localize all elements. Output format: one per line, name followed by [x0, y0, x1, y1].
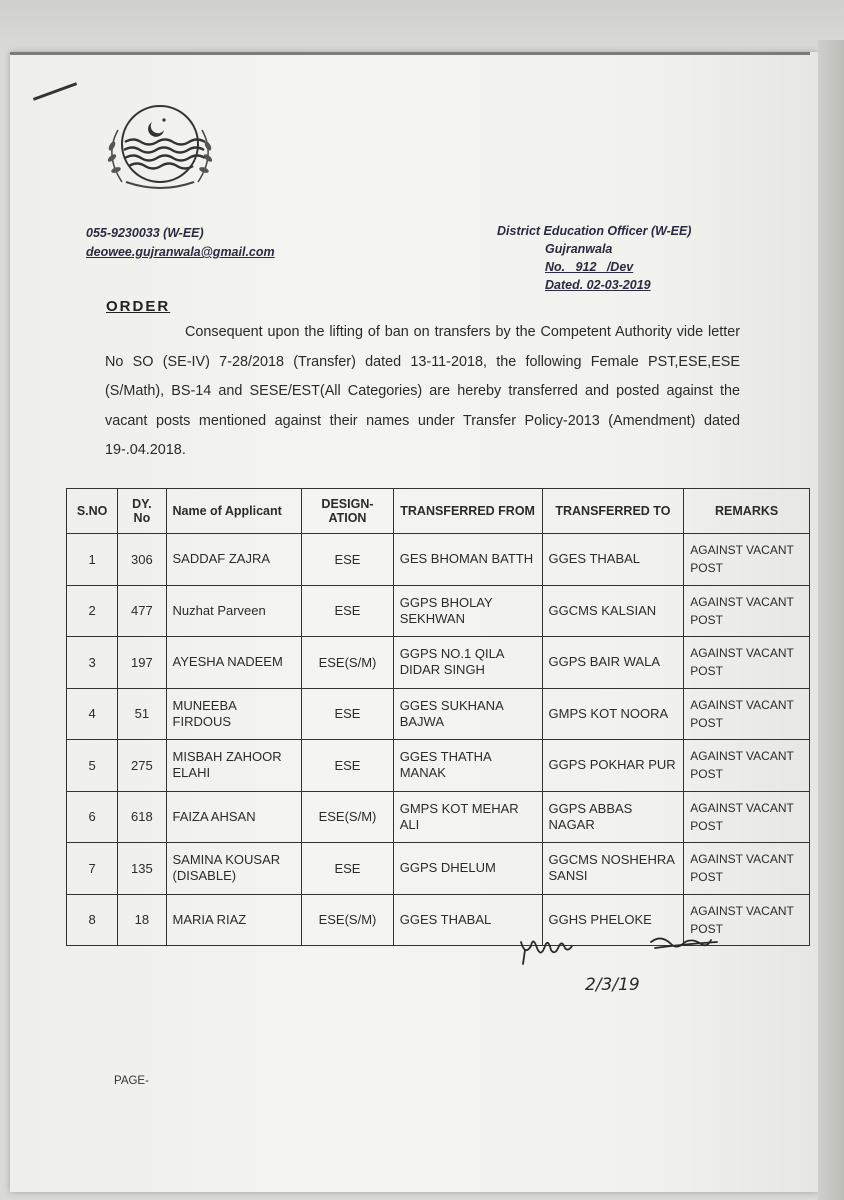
page-top-edge-line: [10, 52, 810, 55]
row-sno: 7: [67, 843, 118, 895]
row-name: MUNEEBA FIRDOUS: [166, 688, 302, 740]
page-label: PAGE-: [114, 1075, 149, 1087]
row-to: GMPS KOT NOORA: [542, 688, 684, 740]
row-designation: ESE: [302, 688, 393, 740]
row-name: SAMINA KOUSAR (DISABLE): [166, 843, 302, 895]
row-remarks: AGAINST VACANT POST: [684, 637, 810, 689]
row-from: GGPS DHELUM: [393, 843, 542, 895]
order-date: Dated. 02-03-2019: [545, 278, 651, 292]
row-sno: 1: [67, 534, 118, 586]
row-name: MARIA RIAZ: [166, 894, 302, 946]
row-dy-no: 618: [118, 791, 166, 843]
row-to: GGPS ABBAS NAGAR: [542, 791, 684, 843]
row-to: GGPS POKHAR PUR: [542, 740, 684, 792]
row-remarks: AGAINST VACANT POST: [684, 585, 810, 637]
row-to: GGCMS KALSIAN: [542, 585, 684, 637]
row-dy-no: 51: [118, 688, 166, 740]
row-name: MISBAH ZAHOOR ELAHI: [166, 740, 302, 792]
row-dy-no: 197: [118, 637, 166, 689]
row-from: GGES THABAL: [393, 894, 542, 946]
header-sno: S.NO: [67, 489, 118, 534]
row-sno: 6: [67, 791, 118, 843]
office-block: [497, 222, 691, 294]
row-remarks: AGAINST VACANT POST: [684, 534, 810, 586]
row-to: GGCMS NOSHEHRA SANSI: [542, 843, 684, 895]
table-row: [67, 637, 810, 689]
row-from: GES BHOMAN BATTH: [393, 534, 542, 586]
scan-right-background: [818, 40, 844, 1200]
row-designation: ESE(S/M): [302, 894, 393, 946]
row-designation: ESE(S/M): [302, 637, 393, 689]
row-sno: 2: [67, 585, 118, 637]
row-dy-no: 135: [118, 843, 166, 895]
row-designation: ESE: [302, 740, 393, 792]
table-row: [67, 791, 810, 843]
row-remarks: AGAINST VACANT POST: [684, 843, 810, 895]
order-body-text: Consequent upon the lifting of ban on transfers by the Competent Authority vide letter No SO (SE-IV) 7-28/2018 (Transfer) dated 13-11-2018, the following Female PST,ESE,ESE (S/Math), BS-14 and SESE/EST(All Categories) are hereby transferred and posted against the vacant posts mentioned against their names under Transfer Policy-2013 (Amendment) dated 19-.04.2018.: [105, 324, 740, 458]
table-row: [67, 585, 810, 637]
row-remarks: AGAINST VACANT POST: [684, 688, 810, 740]
row-designation: ESE(S/M): [302, 791, 393, 843]
row-name: AYESHA NADEEM: [166, 637, 302, 689]
email-address: deowee.gujranwala@gmail.com: [86, 245, 275, 259]
order-heading: ORDER: [106, 298, 171, 315]
row-remarks: AGAINST VACANT POST: [684, 791, 810, 843]
handwritten-signature: [515, 928, 725, 1003]
row-designation: ESE: [302, 843, 393, 895]
row-designation: ESE: [302, 585, 393, 637]
row-from: GGES SUKHANA BAJWA: [393, 688, 542, 740]
row-name: FAIZA AHSAN: [166, 791, 302, 843]
row-dy-no: 18: [118, 894, 166, 946]
row-dy-no: 306: [118, 534, 166, 586]
table-header-row: [67, 489, 810, 534]
row-from: GGPS NO.1 QILA DIDAR SINGH: [393, 637, 542, 689]
row-sno: 3: [67, 637, 118, 689]
table-row: [67, 688, 810, 740]
header-transferred-from: TRANSFERRED FROM: [393, 489, 542, 534]
table-row: [67, 740, 810, 792]
header-transferred-to: TRANSFERRED TO: [542, 489, 684, 534]
punjab-government-emblem-icon: [100, 100, 220, 197]
row-sno: 8: [67, 894, 118, 946]
row-sno: 4: [67, 688, 118, 740]
row-from: GMPS KOT MEHAR ALI: [393, 791, 542, 843]
table-row: [67, 843, 810, 895]
row-designation: ESE: [302, 534, 393, 586]
scan-top-background: [0, 0, 844, 52]
transfer-table: [66, 488, 810, 946]
table-row: [67, 534, 810, 586]
row-name: Nuzhat Parveen: [166, 585, 302, 637]
row-to: GGHS PHELOKE: [542, 894, 684, 946]
row-dy-no: 477: [118, 585, 166, 637]
row-from: GGES THATHA MANAK: [393, 740, 542, 792]
order-number: No. 912 /Dev: [545, 260, 634, 274]
header-dy-no: DY. No: [118, 489, 166, 534]
row-name: SADDAF ZAJRA: [166, 534, 302, 586]
row-dy-no: 275: [118, 740, 166, 792]
row-remarks: AGAINST VACANT POST: [684, 894, 810, 946]
office-city: Gujranwala: [545, 242, 613, 256]
row-from: GGPS BHOLAY SEKHWAN: [393, 585, 542, 637]
contact-block: [86, 224, 275, 262]
office-title: District Education Officer (W-EE): [497, 224, 692, 238]
header-name: Name of Applicant: [166, 489, 302, 534]
signature-date: 2/3/19: [585, 975, 640, 995]
row-to: GGPS BAIR WALA: [542, 637, 684, 689]
row-to: GGES THABAL: [542, 534, 684, 586]
header-remarks: REMARKS: [684, 489, 810, 534]
row-sno: 5: [67, 740, 118, 792]
row-remarks: AGAINST VACANT POST: [684, 740, 810, 792]
phone-number: 055-9230033 (W-EE): [86, 226, 204, 240]
header-designation: DESIGN-ATION: [302, 489, 393, 534]
